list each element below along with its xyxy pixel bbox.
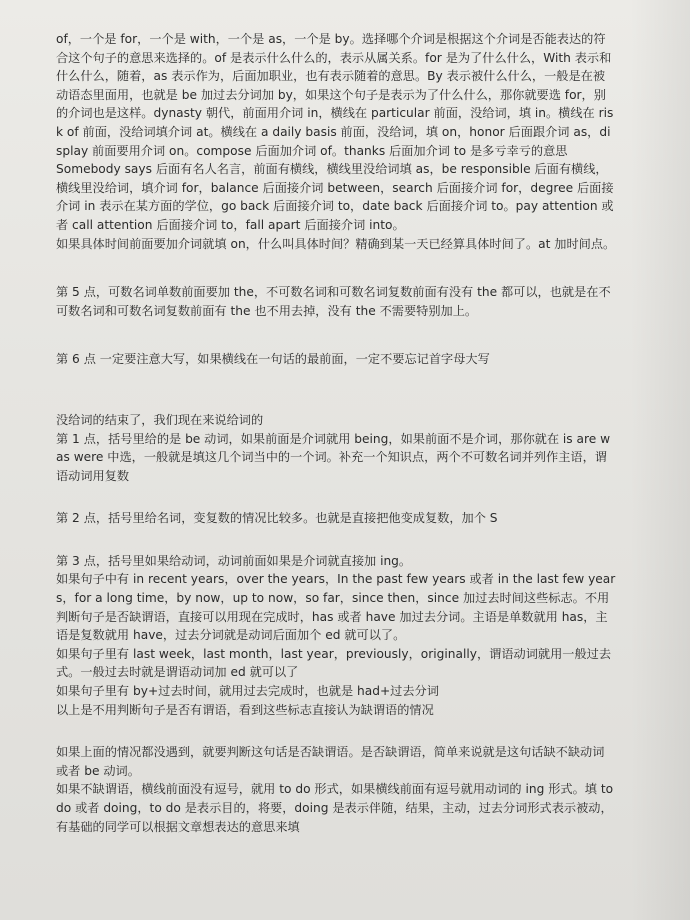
paragraph-point-5: 第 5 点，可数名词单数前面要加 the，不可数名词和可数名词复数前面有没有 the 都可以，也就是在不可数名词和可数名词复数前面有 the 也不用去掉，没有 the 不需要特别加上。 (56, 285, 611, 318)
paragraph-given-point-1: 第 1 点，括号里给的是 be 动词，如果前面是介词就用 being，如果前面不是介词，那你就在 is are was were 中选，一般就是填这几个词当中的一个词。补充一个知识点，两个不可数名词并列作主语，谓语动词用复数 (56, 431, 611, 483)
spacer (56, 320, 616, 350)
page-shadow (630, 0, 690, 920)
paragraph-missing-predicate: 如果上面的情况都没遇到，就要判断这句话是否缺谓语。是否缺谓语，简单来说就是这句话缺不缺动词或者 be 动词。 (56, 745, 605, 778)
paragraph-given-point-2: 第 2 点，括号里给名词，变复数的情况比较多。也就是直接把他变成复数，加个 S (56, 511, 498, 526)
paragraph-preposition-collocations: Somebody says 后面有名人名言，前面有横线，横线里没给词填 as，be responsible 后面有横线，横线里没给词，填介词 for，balance 后面接介词 between，search 后面接介词 for，degree 后面接介词 in 表示在某方面的学位，go back 后面接介词 to，date back 后面接介词 to。pay attention 或者 call attention 后面接介词 to，fall apart 后面接介词 into。 (56, 162, 614, 232)
paragraph-present-perfect: 如果句子中有 in recent years，over the years，In the past few years 或者 in the last few years，for a long time，by now，up to now，so far，since then，since 加过去时间这些标志。不用判断句子是否缺谓语，直接可以用现在完成时，has 或者 have 加过去分词。主语是单数就用 has，主语是复数就用 have，过去分词就是动词后面加个 ed 就可以了。 (56, 572, 616, 643)
paragraph-to-do-doing: 如果不缺谓语，横线前面没有逗号，就用 to do 形式，如果横线前面有逗号就用动词的 ing 形式。填 to do 或者 doing，to do 是表示目的，将要，doing 是表示伴随，结果，主动，过去分词形式表示被动，有基础的同学可以根据文章想表达的意思来填 (56, 782, 614, 834)
paragraph-given-words-intro: 没给词的结束了，我们现在来说给词的 (56, 412, 264, 427)
spacer (56, 719, 616, 743)
document-body (56, 30, 616, 836)
paragraph-point-6: 第 6 点 一定要注意大写，如果横线在一句话的最前面，一定不要忘记首字母大写 (56, 352, 490, 367)
paragraph-given-point-3: 第 3 点，括号里如果给动词，动词前面如果是介词就直接加 ing。 (56, 553, 412, 568)
paragraph-specific-time: 如果具体时间前面要加介词就填 on，什么叫具体时间？精确到某一天已经算具体时间了。at 加时间点。 (56, 236, 616, 251)
spacer (56, 369, 616, 399)
spacer (56, 399, 616, 411)
paragraph-summary: 以上是不用判断句子是否有谓语，看到这些标志直接认为缺谓语的情况 (56, 702, 434, 717)
spacer (56, 485, 616, 509)
paragraph-simple-past: 如果句子里有 last week，last month，last year，previously，originally，谓语动词就用一般过去式。一般过去时就是谓语动词加 ed 就可以了 (56, 646, 612, 680)
spacer (56, 528, 616, 552)
paragraph-prepositions: of，一个是 for，一个是 with，一个是 as，一个是 by。选择哪个介词是根据这个介词是否能表达的符合这个句子的意思来选择的。of 是表示什么什么的，表示从属关系。for 是为了什么什么，With 表示和什么什么，随着，as 表示作为，后面加职业，也有表示随着的意思。By 表示被什么什么，一般是在被动语态里面用，也就是 be 加过去分词加 by，如果这个句子是表示为了什么什么，那你就要选 for，别的介词也是这样。dynasty 朝代，前面用介词 in，横线在 particular 前面，没给词，填 in。横线在 risk of 前面，没给词填介词 at。横线在 a daily basis 前面，没给词，填 on，honor 后面跟介词 as，display 前面要用介词 on。compose 后面加介词 of。thanks 后面加介词 to 是多亏幸亏的意思 (56, 32, 614, 158)
paragraph-past-perfect: 如果句子里有 by+过去时间，就用过去完成时，也就是 had+过去分词 (56, 684, 439, 699)
spacer (56, 253, 616, 283)
